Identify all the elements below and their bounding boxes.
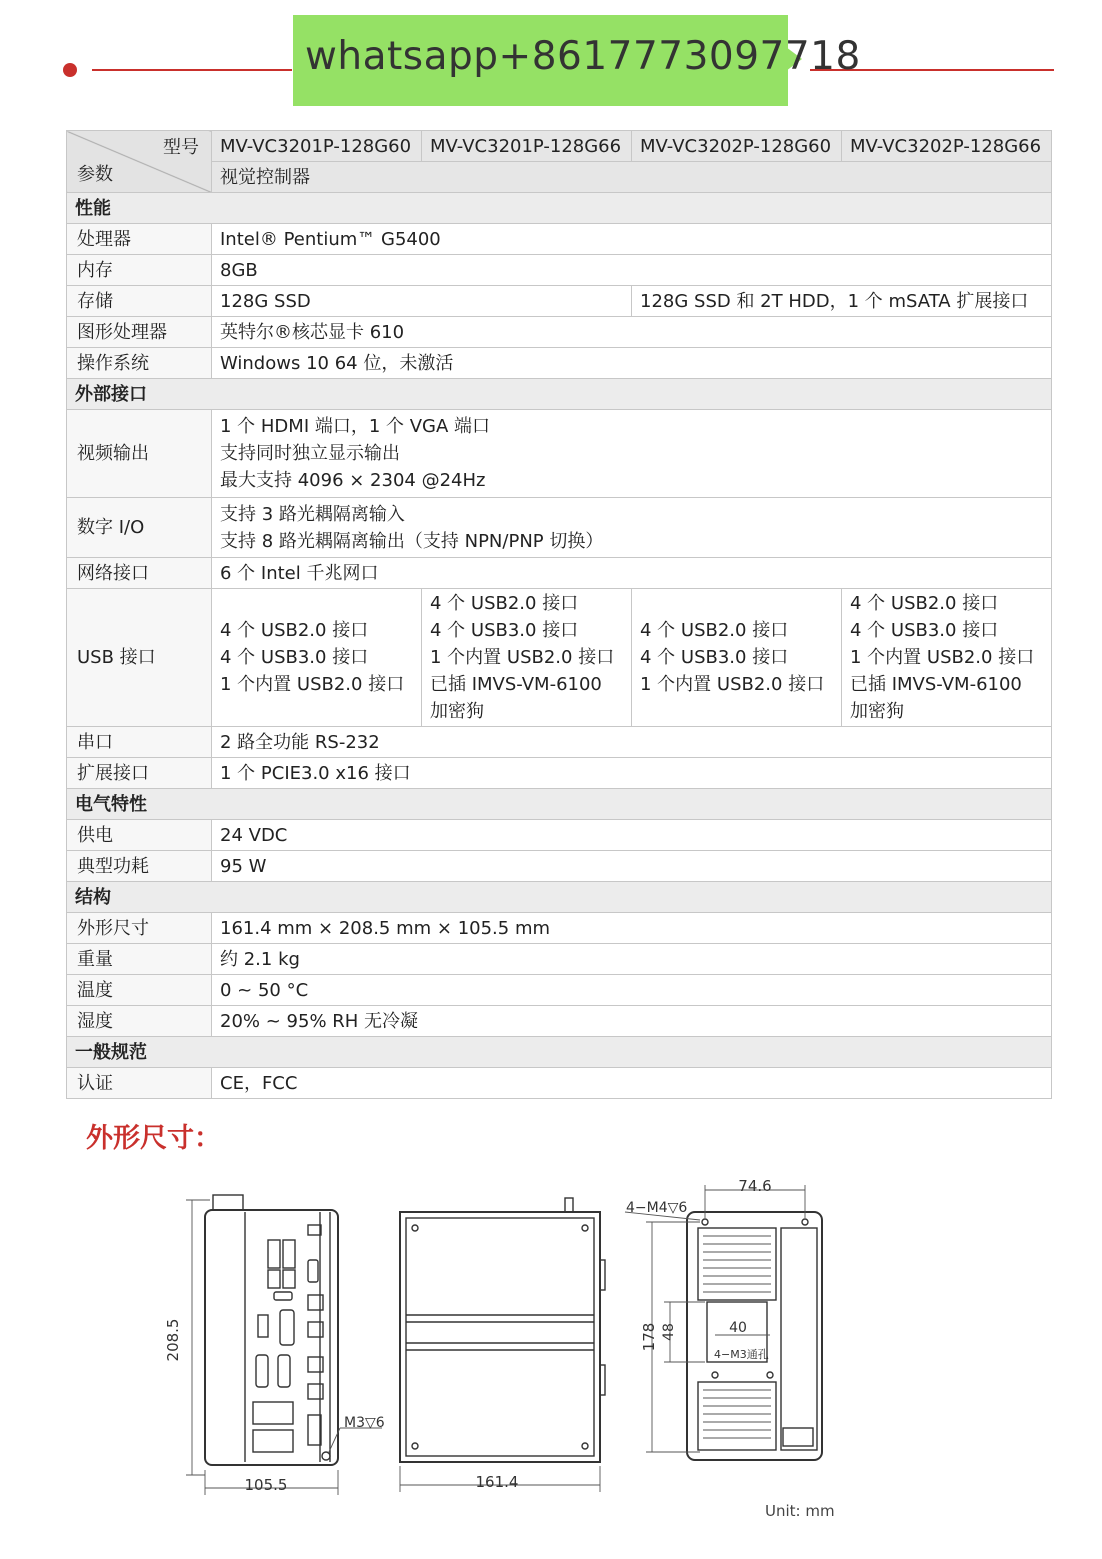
usb-line: 已插 IMVS-VM-6100 bbox=[850, 674, 1022, 695]
unit-label: Unit: mm bbox=[765, 1502, 835, 1520]
back-width-dim-label: 74.6 bbox=[738, 1177, 772, 1195]
usb-line: 4 个 USB2.0 接口 bbox=[640, 620, 789, 641]
serial-label: 串口 bbox=[67, 727, 212, 758]
header-diagonal-cell bbox=[67, 131, 212, 193]
usb-line: 1 个内置 USB2.0 接口 bbox=[640, 674, 825, 695]
dio-label: 数字 I/O bbox=[67, 498, 212, 558]
usb-line: 4 个 USB3.0 接口 bbox=[640, 647, 789, 668]
video-value bbox=[212, 410, 1052, 498]
usb-col-2 bbox=[422, 589, 632, 727]
certification-value: CE，FCC bbox=[212, 1068, 1052, 1099]
model-1: MV-VC3201P-128G60 bbox=[212, 131, 422, 162]
gpu-value: 英特尔®核芯显卡 610 bbox=[212, 317, 1052, 348]
cpu-value: Intel® Pentium™ G5400 bbox=[212, 224, 1052, 255]
usb-line: 1 个内置 USB2.0 接口 bbox=[430, 647, 615, 668]
model-label: 型号 bbox=[163, 137, 199, 158]
power-label: 供电 bbox=[67, 820, 212, 851]
section-general: 一般规范 bbox=[67, 1037, 1052, 1068]
power-value: 24 VDC bbox=[212, 820, 1052, 851]
dio-value bbox=[212, 498, 1052, 558]
width-dim-label: 161.4 bbox=[475, 1473, 519, 1491]
usb-col-3 bbox=[632, 589, 842, 727]
model-4: MV-VC3202P-128G66 bbox=[842, 131, 1052, 162]
back-view bbox=[687, 1212, 822, 1460]
dio-line: 支持 8 路光耦隔离输出（支持 NPN/PNP 切换） bbox=[220, 530, 604, 552]
inner-height-dim-label: 48 bbox=[661, 1323, 677, 1341]
section-electrical: 电气特性 bbox=[67, 789, 1052, 820]
expansion-value: 1 个 PCIE3.0 x16 接口 bbox=[212, 758, 1052, 789]
usb-col-1 bbox=[212, 589, 422, 727]
temperature-value: 0 ~ 50 °C bbox=[212, 975, 1052, 1006]
side-view bbox=[400, 1198, 605, 1462]
weight-label: 重量 bbox=[67, 944, 212, 975]
dimension-drawing bbox=[160, 1170, 880, 1500]
inner-holes-label: 4−M3通孔 bbox=[714, 1348, 769, 1361]
usb-line: 1 个内置 USB2.0 接口 bbox=[220, 674, 405, 695]
mount-holes-label: 4−M4▽6 bbox=[626, 1200, 688, 1216]
usb-line: 4 个 USB2.0 接口 bbox=[430, 593, 579, 614]
section-structure: 结构 bbox=[67, 882, 1052, 913]
storage-value-a: 128G SSD bbox=[212, 286, 632, 317]
weight-value: 约 2.1 kg bbox=[212, 944, 1052, 975]
dio-line: 支持 3 路光耦隔离输入 bbox=[220, 503, 405, 525]
product-type: 视觉控制器 bbox=[212, 162, 1052, 193]
video-line: 支持同时独立显示输出 bbox=[220, 443, 400, 464]
usb-line: 4 个 USB3.0 接口 bbox=[220, 647, 369, 668]
usb-line: 4 个 USB2.0 接口 bbox=[220, 620, 369, 641]
consumption-value: 95 W bbox=[212, 851, 1052, 882]
storage-value-b: 128G SSD 和 2T HDD，1 个 mSATA 扩展接口 bbox=[632, 286, 1052, 317]
watermark-text: whatsapp+8617773097718 bbox=[305, 34, 861, 79]
cpu-label: 处理器 bbox=[67, 224, 212, 255]
param-label: 参数 bbox=[77, 164, 113, 185]
os-label: 操作系统 bbox=[67, 348, 212, 379]
network-label: 网络接口 bbox=[67, 558, 212, 589]
usb-line: 4 个 USB3.0 接口 bbox=[850, 620, 999, 641]
video-label: 视频输出 bbox=[67, 410, 212, 498]
model-2: MV-VC3201P-128G66 bbox=[422, 131, 632, 162]
usb-line: 加密狗 bbox=[850, 701, 904, 722]
os-value: Windows 10 64 位，未激活 bbox=[212, 348, 1052, 379]
model-3: MV-VC3202P-128G60 bbox=[632, 131, 842, 162]
memory-value: 8GB bbox=[212, 255, 1052, 286]
video-line: 最大支持 4096 × 2304 @24Hz bbox=[220, 470, 486, 491]
serial-value: 2 路全功能 RS-232 bbox=[212, 727, 1052, 758]
temperature-label: 温度 bbox=[67, 975, 212, 1006]
humidity-label: 湿度 bbox=[67, 1006, 212, 1037]
header-rule-left bbox=[92, 69, 292, 71]
spec-table bbox=[66, 130, 1052, 1099]
certification-label: 认证 bbox=[67, 1068, 212, 1099]
section-performance: 性能 bbox=[67, 193, 1052, 224]
usb-col-4 bbox=[842, 589, 1052, 727]
header-rule-dot bbox=[63, 63, 77, 77]
video-line: 1 个 HDMI 端口，1 个 VGA 端口 bbox=[220, 416, 491, 437]
usb-line: 4 个 USB2.0 接口 bbox=[850, 593, 999, 614]
memory-label: 内存 bbox=[67, 255, 212, 286]
usb-line: 加密狗 bbox=[430, 701, 484, 722]
usb-label: USB 接口 bbox=[67, 589, 212, 727]
inner-width-dim-label: 40 bbox=[729, 1320, 747, 1336]
height-dim-label: 208.5 bbox=[164, 1318, 182, 1362]
side-screw-label: M3▽6 bbox=[344, 1415, 385, 1431]
dimensions-value: 161.4 mm × 208.5 mm × 105.5 mm bbox=[212, 913, 1052, 944]
dimensions-label: 外形尺寸 bbox=[67, 913, 212, 944]
dimensions-title: 外形尺寸： bbox=[86, 1123, 221, 1154]
usb-line: 已插 IMVS-VM-6100 bbox=[430, 674, 602, 695]
front-view bbox=[205, 1195, 338, 1500]
consumption-label: 典型功耗 bbox=[67, 851, 212, 882]
depth-dim-label: 105.5 bbox=[244, 1476, 288, 1494]
usb-line: 1 个内置 USB2.0 接口 bbox=[850, 647, 1035, 668]
usb-line: 4 个 USB3.0 接口 bbox=[430, 620, 579, 641]
back-height-dim-label: 178 bbox=[640, 1322, 658, 1352]
network-value: 6 个 Intel 千兆网口 bbox=[212, 558, 1052, 589]
gpu-label: 图形处理器 bbox=[67, 317, 212, 348]
humidity-value: 20% ~ 95% RH 无冷凝 bbox=[212, 1006, 1052, 1037]
expansion-label: 扩展接口 bbox=[67, 758, 212, 789]
storage-label: 存储 bbox=[67, 286, 212, 317]
section-interfaces: 外部接口 bbox=[67, 379, 1052, 410]
